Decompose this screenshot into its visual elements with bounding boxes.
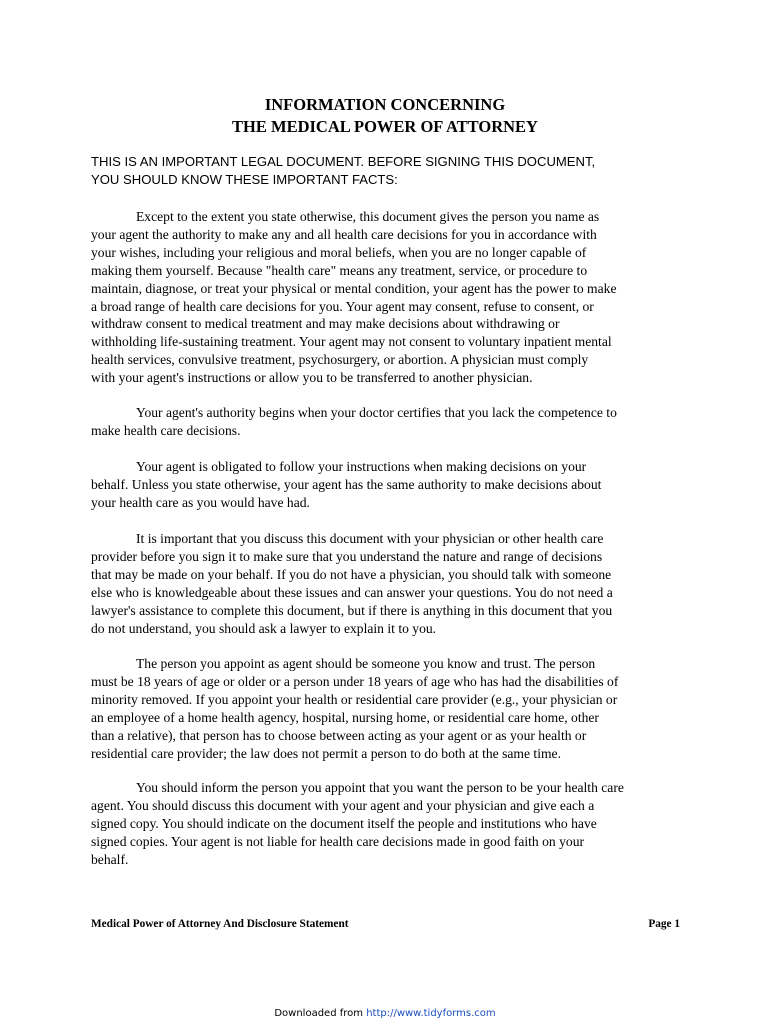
text-line: withholding life-sustaining treatment. Your agent may not consent to voluntary inpatient mental: [91, 334, 612, 350]
download-prefix: Downloaded from: [274, 1008, 367, 1019]
text-line: your health care as you would have had.: [91, 494, 310, 510]
text-line: than a relative), that person has to choose between acting as your agent or as your health or: [91, 727, 587, 743]
title-line-1: INFORMATION CONCERNING: [264, 95, 506, 114]
text-line: withdraw consent to medical treatment and may make decisions about withdrawing or: [91, 316, 560, 332]
paragraph-authority-begins: [91, 404, 691, 440]
text-line: a broad range of health care decisions for you. Your agent may consent, refuse to consent, or: [91, 298, 594, 314]
text-line: else who is knowledgeable about these issues and can answer your questions. You do not need a: [91, 584, 613, 600]
text-line: your wishes, including your religious and moral beliefs, when you are no longer capable of: [91, 244, 587, 260]
text-line: agent. You should discuss this document with your agent and your physician and give each a: [91, 797, 595, 813]
paragraph-choosing-agent: [91, 655, 691, 762]
text-line: your agent the authority to make any and all health care decisions for you in accordance with: [91, 226, 597, 242]
download-notice: [0, 1007, 770, 1020]
text-line: minority removed. If you appoint your health or residential care provider (e.g., your physician or: [91, 691, 618, 707]
text-line: signed copy. You should indicate on the document itself the people and institutions who have: [91, 815, 597, 831]
text-line: an employee of a home health agency, hospital, nursing home, or residential care home, other: [91, 709, 599, 725]
text-line: that may be made on your behalf. If you do not have a physician, you should talk with someone: [91, 566, 612, 582]
footer-document-name: Medical Power of Attorney And Disclosure Statement: [91, 918, 349, 930]
text-line: behalf. Unless you state otherwise, your agent has the same authority to make decisions about: [91, 476, 602, 492]
footer-page-number: Page 1: [648, 918, 680, 930]
paragraph-discuss-with-physician: [91, 530, 691, 637]
text-line: signed copies. Your agent is not liable for health care decisions made in good faith on your: [91, 833, 585, 849]
text-line: Your agent is obligated to follow your instructions when making decisions on your: [136, 459, 587, 474]
text-line: make health care decisions.: [91, 422, 241, 438]
paragraph-agent-obligation: [91, 458, 691, 512]
paragraph-inform-agent: [91, 779, 691, 869]
text-line: provider before you sign it to make sure that you understand the nature and range of decisions: [91, 548, 603, 564]
text-line: You should inform the person you appoint that you want the person to be your health care: [136, 780, 624, 795]
page-title: [0, 94, 770, 138]
intro-line: YOU SHOULD KNOW THESE IMPORTANT FACTS:: [91, 172, 398, 187]
text-line: Except to the extent you state otherwise, this document gives the person you name as: [136, 209, 600, 224]
text-line: behalf.: [91, 851, 129, 867]
text-line: health services, convulsive treatment, psychosurgery, or abortion. A physician must comply: [91, 352, 589, 368]
title-line-2: THE MEDICAL POWER OF ATTORNEY: [232, 117, 538, 136]
text-line: maintain, diagnose, or treat your physical or mental condition, your agent has the power to make: [91, 280, 617, 296]
intro-line: THIS IS AN IMPORTANT LEGAL DOCUMENT. BEFORE SIGNING THIS DOCUMENT,: [91, 154, 596, 169]
text-line: It is important that you discuss this document with your physician or other health care: [136, 531, 604, 546]
text-line: must be 18 years of age or older or a person under 18 years of age who has had the disabilities of: [91, 673, 619, 689]
text-line: making them yourself. Because "health care" means any treatment, service, or procedure to: [91, 262, 588, 278]
paragraph-agent-authority: [91, 208, 691, 387]
text-line: The person you appoint as agent should be someone you know and trust. The person: [136, 656, 596, 671]
text-line: lawyer's assistance to complete this document, but if there is anything in this document that you: [91, 602, 613, 618]
text-line: residential care provider; the law does not permit a person to do both at the same time.: [91, 745, 561, 761]
intro-notice: [91, 153, 691, 189]
text-line: do not understand, you should ask a lawyer to explain it to you.: [91, 620, 437, 636]
text-line: Your agent's authority begins when your doctor certifies that you lack the competence to: [136, 405, 617, 420]
text-line: with your agent's instructions or allow you to be transferred to another physician.: [91, 370, 533, 386]
download-link[interactable]: http://www.tidyforms.com: [366, 1008, 496, 1019]
